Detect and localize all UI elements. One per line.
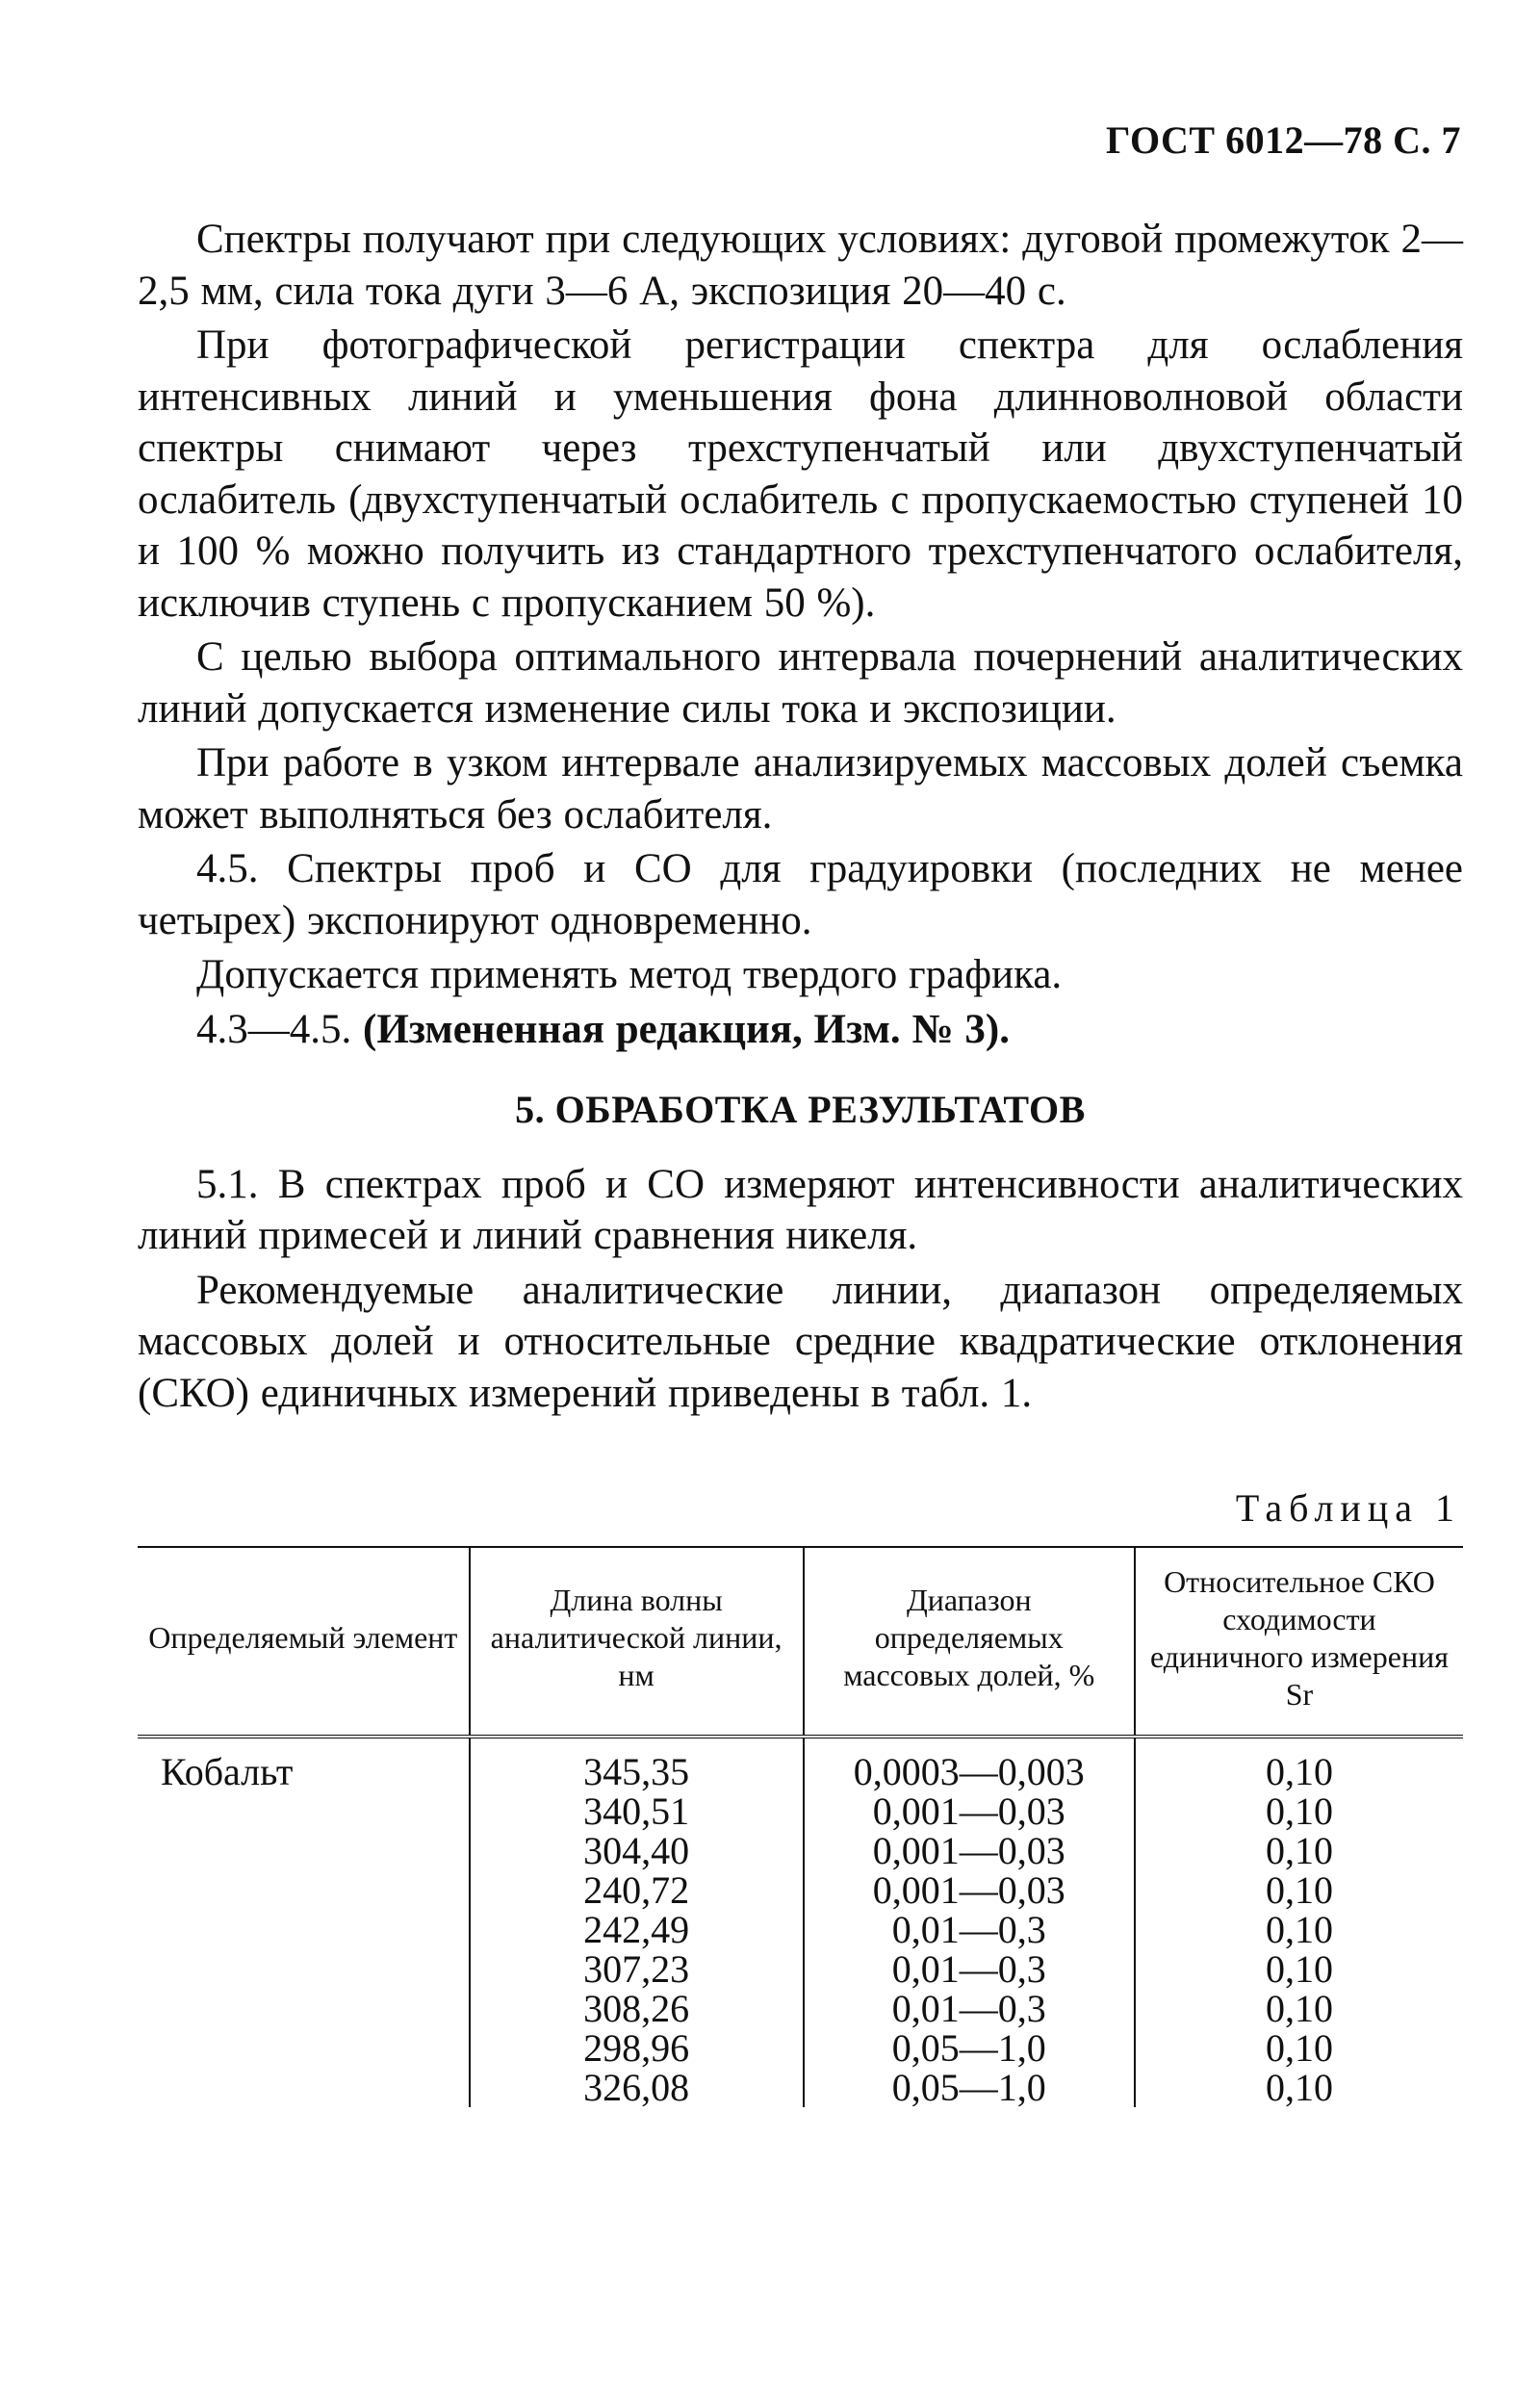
paragraph-4-5: 4.5. Спектры проб и СО для градуировки (последних не менее четырех) экспонируют одновременно. — [138, 846, 1463, 943]
range-cell: 0,01—0,3 — [804, 1949, 1135, 1989]
element-cell-empty — [138, 1949, 470, 1989]
paragraph-recommended-lines: Рекомендуемые аналитические линии, диапазон определяемых массовых долей и относительные средние квадратические отклонения (СКО) единичных измерений приведены в табл. 1. — [138, 1267, 1463, 1416]
sr-cell: 0,10 — [1135, 1737, 1463, 1791]
table-header-row — [138, 1547, 1463, 1737]
paragraph-solid-graph: Допускается применять метод твердого графика. — [196, 952, 1063, 997]
table-row — [138, 1989, 1463, 2028]
page-header: ГОСТ 6012—78 С. 7 — [1105, 118, 1461, 162]
wavelength-cell: 307,23 — [470, 1949, 804, 1989]
table-row — [138, 1910, 1463, 1949]
table-row — [138, 1737, 1463, 1791]
wavelength-cell: 345,35 — [470, 1737, 804, 1791]
range-cell: 0,01—0,3 — [804, 1910, 1135, 1949]
element-cell-empty — [138, 2068, 470, 2107]
element-cell-empty — [138, 1791, 470, 1831]
sr-cell: 0,10 — [1135, 1791, 1463, 1831]
wavelength-cell: 298,96 — [470, 2028, 804, 2068]
element-cell: Кобальт — [161, 1749, 294, 1793]
header-element: Определяемый элемент — [138, 1547, 470, 1737]
table-row — [138, 2028, 1463, 2068]
range-cell: 0,05—1,0 — [804, 2028, 1135, 2068]
range-cell: 0,001—0,03 — [804, 1831, 1135, 1870]
header-range: Диапазон определяемых массовых долей, % — [804, 1547, 1135, 1737]
amendment-note: (Измененная редакция, Изм. № 3). — [363, 1006, 1010, 1052]
table-row — [138, 1870, 1463, 1910]
table-row — [138, 2068, 1463, 2107]
sr-cell: 0,10 — [1135, 2028, 1463, 2068]
range-cell: 0,001—0,03 — [804, 1791, 1135, 1831]
paragraph-photo-registration: При фотографической регистрации спектра для ослабления интенсивных линий и уменьшения фона длинноволновой области спектры снимают через трехступенчатый или двухступенчатый ослабитель (двухступенчатый ослабитель с пропускаемостью ступеней 10 и 100 % можно получить из стандартного трехступенчатого ослабителя, исключив ступень с пропусканием 50 %). — [138, 322, 1463, 626]
wavelength-cell: 304,40 — [470, 1831, 804, 1870]
paragraph-5-1: 5.1. В спектрах проб и СО измеряют интенсивности аналитических линий примесей и линий сравнения никеля. — [138, 1161, 1463, 1258]
table-row — [138, 1831, 1463, 1870]
range-cell: 0,05—1,0 — [804, 2068, 1135, 2107]
element-cell-empty — [138, 2028, 470, 2068]
paragraph-blackening-interval: С целью выбора оптимального интервала почернений аналитических линий допускается изменение силы тока и экспозиции. — [138, 634, 1463, 732]
element-cell-empty — [138, 1910, 470, 1949]
sr-cell: 0,10 — [1135, 1870, 1463, 1910]
range-cell: 0,01—0,3 — [804, 1989, 1135, 2028]
document-body — [138, 214, 1463, 2107]
sr-cell: 0,10 — [1135, 1989, 1463, 2028]
wavelength-cell: 242,49 — [470, 1910, 804, 1949]
wavelength-cell: 340,51 — [470, 1791, 804, 1831]
amendment-prefix: 4.3—4.5. — [196, 1006, 363, 1052]
table-row — [138, 1949, 1463, 1989]
element-cell-empty — [138, 1870, 470, 1910]
range-cell: 0,0003—0,003 — [804, 1737, 1135, 1791]
paragraph-amendment — [138, 1004, 1463, 1056]
range-cell: 0,001—0,03 — [804, 1870, 1135, 1910]
paragraph-narrow-interval: При работе в узком интервале анализируемых массовых долей съемка может выполняться без ослабителя. — [138, 740, 1463, 837]
paragraph-spectra-conditions: Спектры получают при следующих условиях: дуговой промежуток 2—2,5 мм, сила тока дуги 3—6 А, экспозиция 20—40 с. — [138, 217, 1463, 314]
sr-cell: 0,10 — [1135, 1949, 1463, 1989]
sr-cell: 0,10 — [1135, 2068, 1463, 2107]
sr-cell: 0,10 — [1135, 1831, 1463, 1870]
table-caption: Таблица 1 — [1235, 1486, 1461, 1530]
section-title: 5. ОБРАБОТКА РЕЗУЛЬТАТОВ — [515, 1088, 1086, 1131]
wavelength-cell: 308,26 — [470, 1989, 804, 2028]
wavelength-cell: 326,08 — [470, 2068, 804, 2107]
header-wavelength: Длина волны аналитической линии, нм — [470, 1547, 804, 1737]
element-cell-empty — [138, 1989, 470, 2028]
wavelength-cell: 240,72 — [470, 1870, 804, 1910]
header-sr: Относительное СКО сходимости единичного измерения Sr — [1135, 1547, 1463, 1737]
results-table — [138, 1546, 1463, 2107]
table-row — [138, 1791, 1463, 1831]
element-cell-empty — [138, 1831, 470, 1870]
sr-cell: 0,10 — [1135, 1910, 1463, 1949]
